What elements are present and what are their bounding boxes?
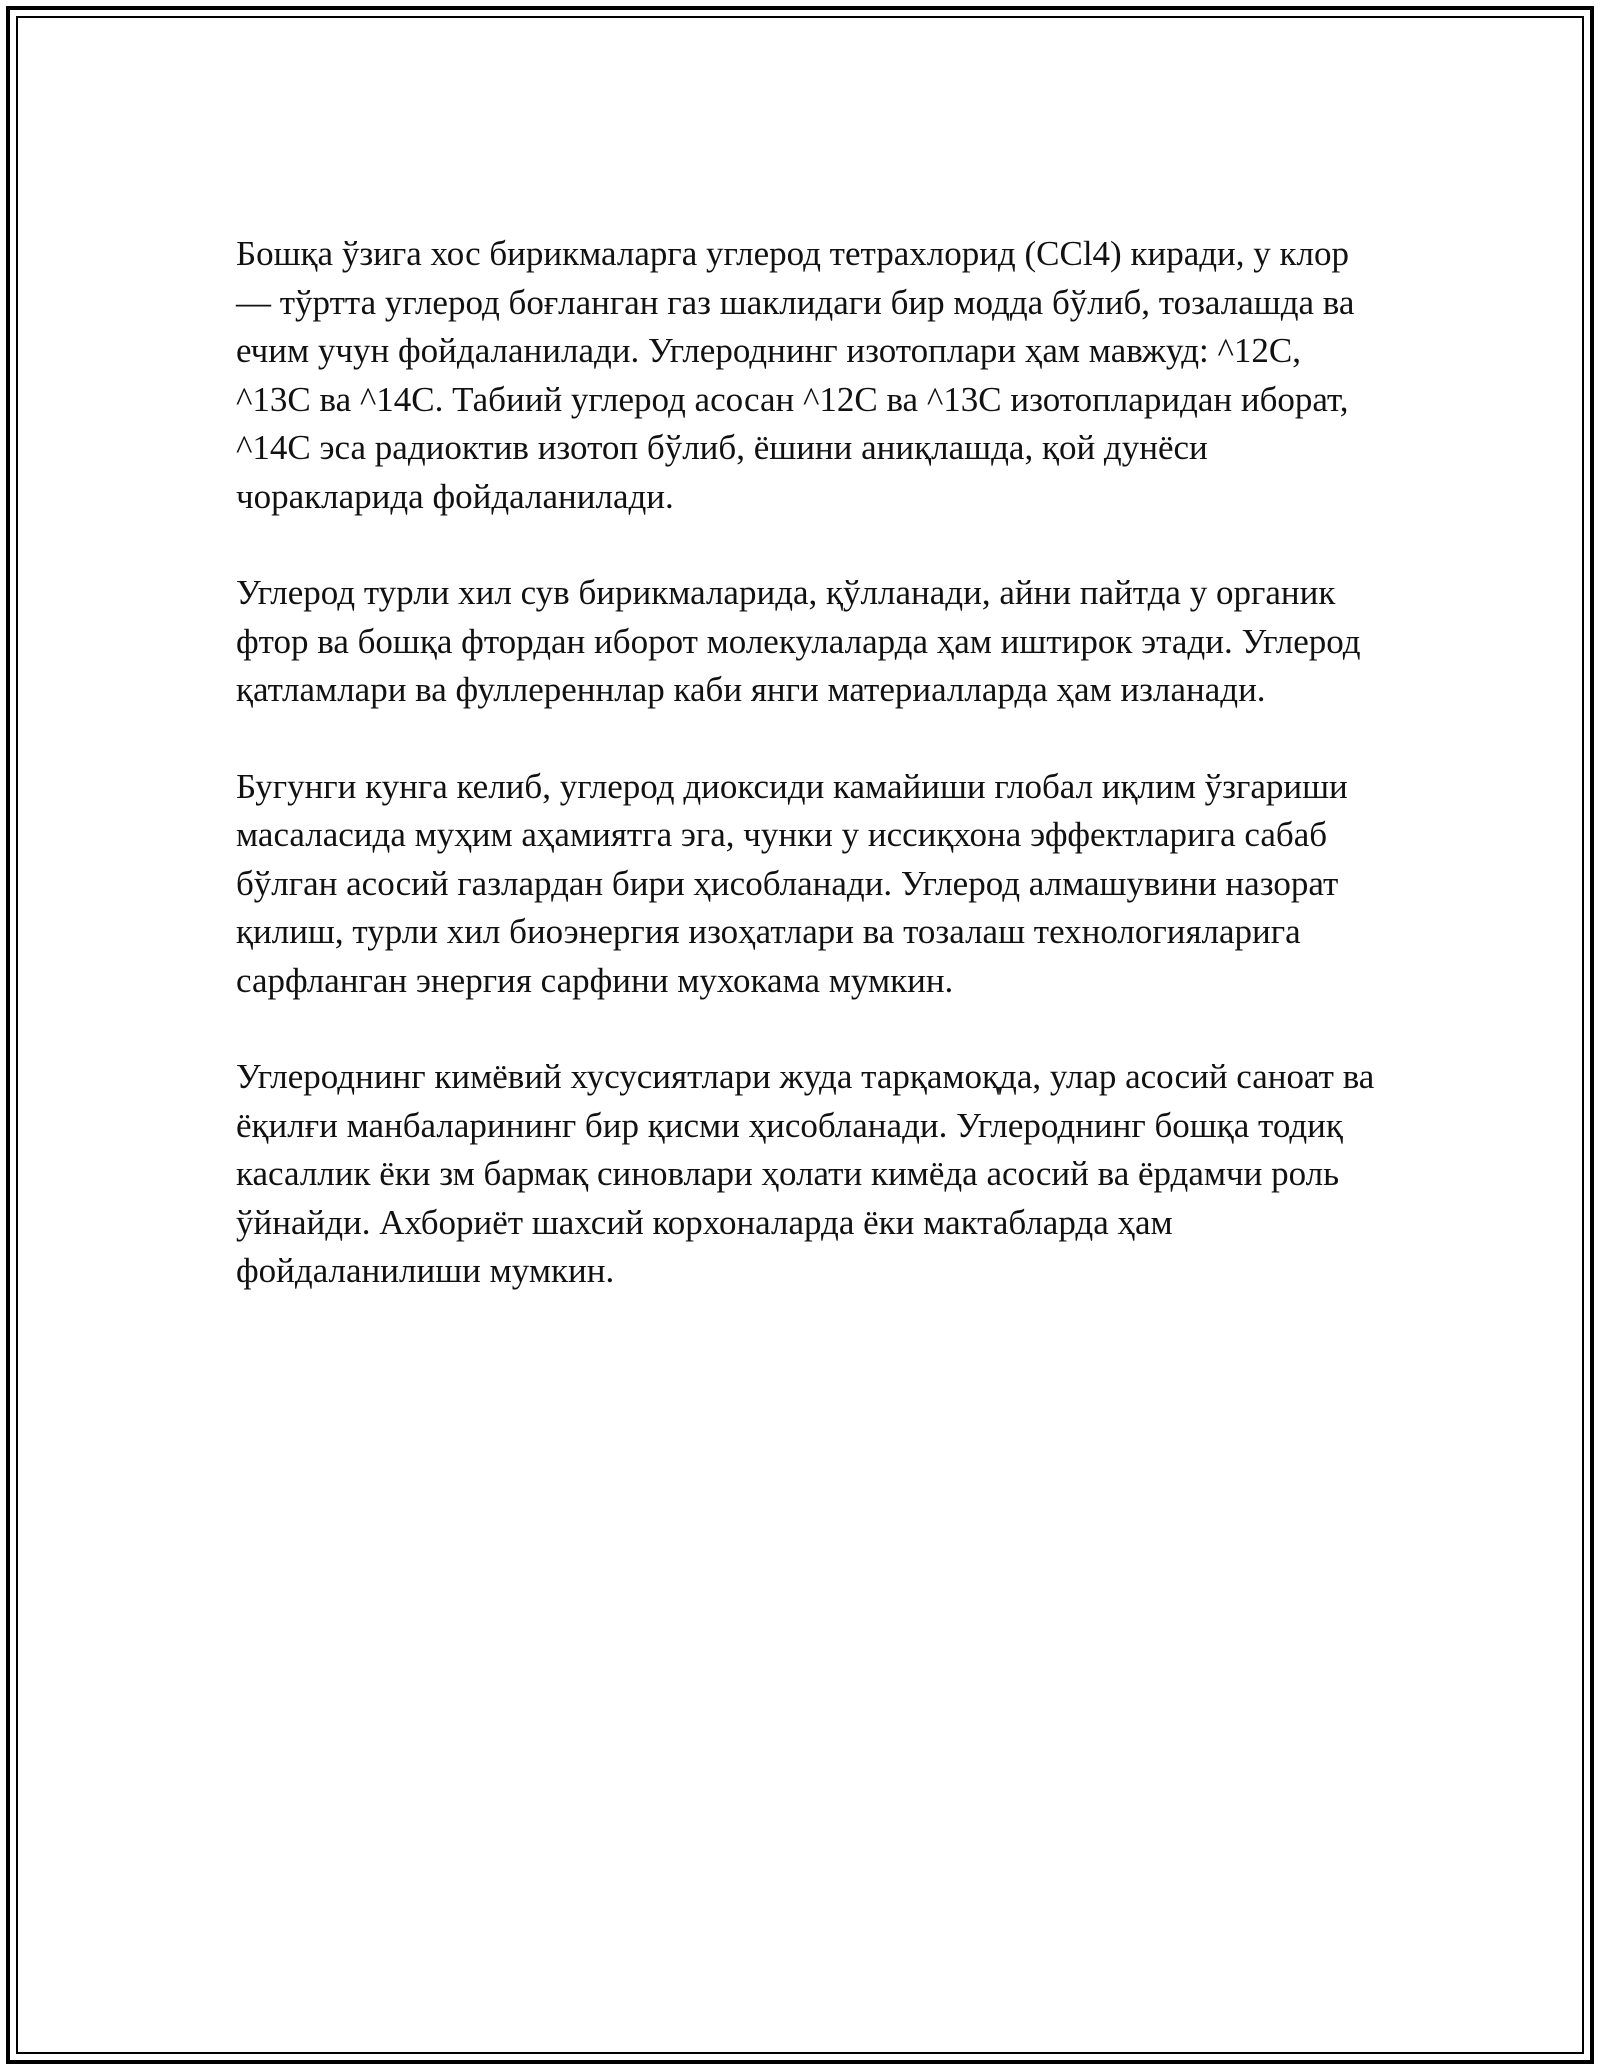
- paragraph-2: Углерод турли хил сув бирикмаларида, қўлланади, айни пайтда у органик фтор ва бошқа фтордан иборот молекулаларда ҳам иштирок этади. Углерод қатламлари ва фуллереннлар каби янги материалларда ҳам изланади.: [236, 573, 1361, 709]
- paragraph-1: Бошқа ўзига хос бирикмаларга углерод тетрахлорид (CCl4) киради, у клор — тўртта углерод боғланган газ шаклидаги бир модда бўлиб, тозалашда ва ечим учун фойдаланилади. Углероднинг изотоплари ҳам мавжуд: ^12C, ^13C ва ^14C. Табиий углерод асосан ^12C ва ^13C изотопларидан иборат, ^14C эса радиоктив изотоп бўлиб, ёшини аниқлашда, қой дунёси чоракларида фойдаланилади.: [236, 234, 1355, 516]
- document-body: [236, 230, 1376, 1344]
- paragraph-4: Углероднинг кимёвий хусусиятлари жуда тарқамоқда, улар асосий саноат ва ёқилғи манбаларининг бир қисми ҳисобланади. Углероднинг бошқа тодиқ касаллик ёки зм бармақ синовлари ҳолати кимёда асосий ва ёрдамчи роль ўйнайди. Ахбориёт шахсий корхоналарда ёки мактабларда ҳам фойдаланилиши мумкин.: [236, 1057, 1375, 1290]
- paragraph-3: Бугунги кунга келиб, углерод диоксиди камайиши глобал иқлим ўзгариши масаласида муҳим аҳамиятга эга, чунки у иссиқхона эффектларига сабаб бўлган асосий газлардан бири ҳисобланади. Углерод алмашувини назорат қилиш, турли хил биоэнергия изоҳатлари ва тозалаш технологияларига сарфланган энергия сарфини мухокама мумкин.: [236, 766, 1348, 1000]
